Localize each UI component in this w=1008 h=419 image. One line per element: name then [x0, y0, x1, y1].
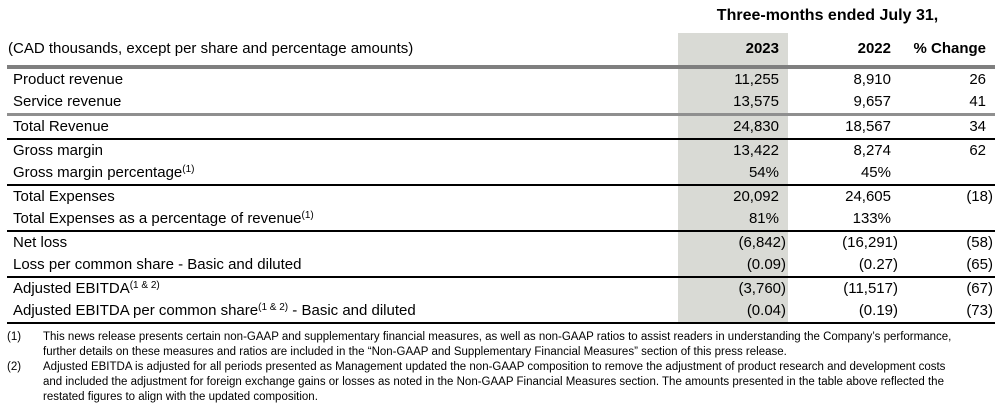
- value-2023: 13,422: [733, 142, 779, 159]
- value-change: [900, 208, 995, 230]
- value-2023: 13,575: [733, 93, 779, 110]
- column-header-2022: 2022: [857, 40, 891, 57]
- row-label: [7, 278, 678, 300]
- row-label-text: Total Expenses as a percentage of revenue: [13, 210, 302, 227]
- row-label: [7, 91, 678, 113]
- value-change: 26: [969, 71, 986, 88]
- table-row-product-revenue: [7, 69, 995, 91]
- table-caption: (CAD thousands, except per share and percentage amounts): [8, 40, 414, 57]
- footnotes: [7, 330, 959, 405]
- value-2022: 8,910: [853, 71, 891, 88]
- value-change: (67): [966, 280, 993, 297]
- footnote-text: This news release presents certain non-GAAP and supplementary financial measures, as well as non-GAAP ratios to assist readers in understanding the Company’s performance, further details on these measures and ratios are included in the “Non-GAAP and Supplementary Financial Measures” section of this press release.: [43, 331, 952, 358]
- value-2022: (16,291): [842, 234, 898, 251]
- value-2023: 24,830: [733, 118, 779, 135]
- row-label: [7, 116, 678, 138]
- footnote-ref: (1): [182, 164, 195, 175]
- value-change: 34: [969, 118, 986, 135]
- table-bottom-rule: [7, 322, 995, 324]
- table-row-service-revenue: [7, 91, 995, 113]
- row-label-text: Gross margin percentage: [13, 164, 183, 181]
- row-label-text: Adjusted EBITDA per common share: [13, 302, 259, 319]
- results-table: [7, 33, 995, 324]
- row-label-suffix: - Basic and diluted: [288, 302, 416, 319]
- value-2023: 81%: [748, 210, 779, 227]
- row-label-text: Adjusted EBITDA: [13, 280, 130, 297]
- value-2022: 18,567: [845, 118, 891, 135]
- value-change: (73): [966, 302, 993, 319]
- period-title: Three-months ended July 31,: [716, 7, 939, 24]
- table-row-gross-margin-percentage: [7, 162, 995, 184]
- row-label-text: Product revenue: [13, 71, 124, 88]
- value-2022: 9,657: [853, 93, 891, 110]
- column-header-change: % Change: [913, 40, 986, 57]
- table-row-gross-margin: [7, 140, 995, 162]
- footnote-marker: (1): [7, 331, 22, 343]
- value-2023: (0.09): [746, 256, 786, 273]
- value-2022: (11,517): [843, 280, 898, 297]
- value-2022: 133%: [852, 210, 891, 227]
- value-2022: (0.27): [858, 256, 898, 273]
- row-label: [7, 300, 678, 322]
- row-label: [7, 208, 678, 230]
- value-2023: (6,842): [738, 234, 786, 251]
- row-label: [7, 186, 678, 208]
- row-label: [7, 254, 678, 276]
- value-change: [900, 162, 995, 184]
- footnote-ref: (1 & 2): [258, 302, 289, 313]
- value-2023: 54%: [748, 164, 779, 181]
- row-label: [7, 140, 678, 162]
- table-row-net-loss: [7, 232, 995, 254]
- row-label-text: Total Expenses: [13, 188, 115, 205]
- value-change: 41: [969, 93, 986, 110]
- value-change: (58): [966, 234, 993, 251]
- value-2022: 24,605: [845, 188, 891, 205]
- table-row-total-expenses: [7, 186, 995, 208]
- value-2023: 20,092: [733, 188, 779, 205]
- row-label-text: Net loss: [13, 234, 68, 251]
- row-label: [7, 69, 678, 91]
- footnote-1: [7, 330, 959, 360]
- value-change: 62: [969, 142, 986, 159]
- value-change: (65): [966, 256, 993, 273]
- footnote-text: Adjusted EBITDA is adjusted for all periods presented as Management updated the non-GAAP composition to remove the adjustment of product research and development costs and included the adjustment for foreign exchange gains or losses as noted in the Non-GAAP Financial Measures section. The amounts presented in the table above reflected the restated figures to align with the updated composition.: [43, 361, 946, 403]
- value-2022: 8,274: [853, 142, 891, 159]
- table-header-row: [7, 33, 995, 65]
- footnote-marker: (2): [7, 361, 22, 373]
- row-label-text: Total Revenue: [13, 118, 109, 135]
- value-change: (18): [966, 188, 993, 205]
- column-header-2023: 2023: [745, 40, 779, 57]
- value-2022: (0.19): [858, 302, 898, 319]
- row-label-text: Loss per common share - Basic and diluted: [13, 256, 302, 273]
- table-row-loss-per-share: [7, 254, 995, 276]
- row-label: [7, 162, 678, 184]
- table-row-total-expenses-percentage: [7, 208, 995, 230]
- footnote-ref: (1): [301, 210, 314, 221]
- table-row-adjusted-ebitda-per-share: [7, 300, 995, 322]
- row-label-text: Gross margin: [13, 142, 104, 159]
- value-2023: (3,760): [738, 280, 786, 297]
- row-label: [7, 232, 678, 254]
- value-2022: 45%: [860, 164, 891, 181]
- value-2023: (0.04): [746, 302, 786, 319]
- value-2023: 11,255: [734, 71, 779, 88]
- table-row-adjusted-ebitda: [7, 278, 995, 300]
- footnote-2: [7, 360, 959, 405]
- table-row-total-revenue: [7, 116, 995, 138]
- footnote-ref: (1 & 2): [129, 280, 160, 291]
- row-label-text: Service revenue: [13, 93, 122, 110]
